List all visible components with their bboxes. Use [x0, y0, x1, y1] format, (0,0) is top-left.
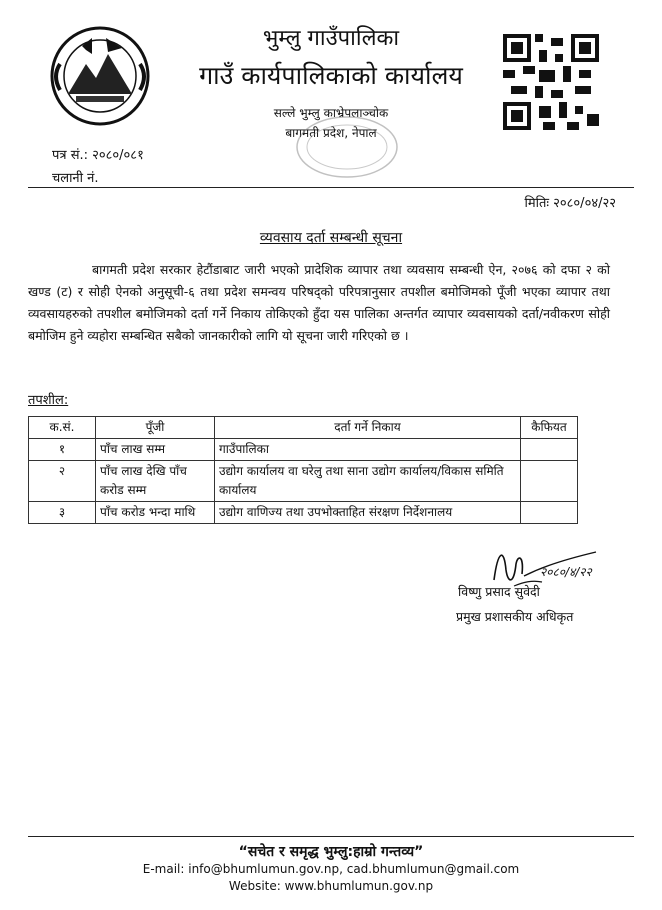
cell-capital: पाँच करोड भन्दा माथि — [96, 502, 215, 524]
signatory-title: प्रमुख प्रशासकीय अधिकृत — [456, 609, 574, 624]
cell-capital: पाँच लाख सम्म — [96, 439, 215, 461]
header-divider — [28, 187, 634, 188]
office-name: गाउँ कार्यपालिकाको कार्यालय — [199, 61, 463, 90]
footer-motto: “सचेत र समृद्ध भुम्लु:हाम्रो गन्तव्य” — [238, 844, 424, 860]
column-header-authority: दर्ता गर्ने निकाय — [215, 417, 521, 439]
table-row — [29, 439, 578, 461]
cell-remarks — [521, 439, 578, 461]
dispatch-number: चलानी नं. — [52, 171, 99, 186]
footer-divider — [28, 836, 634, 837]
reference-number: पत्र सं.: २०८०/०८१ — [52, 148, 144, 163]
cell-authority: गाउँपालिका — [215, 439, 521, 461]
letter-date: मितिः २०८०/०४/२२ — [524, 196, 616, 211]
cell-serial: १ — [29, 439, 96, 461]
address-line-1: सल्ले भुम्लु काभ्रेपलाञ्चोक — [273, 106, 389, 120]
cell-remarks — [521, 461, 578, 502]
address-line-2: बागमती प्रदेश, नेपाल — [285, 126, 377, 140]
column-header-serial: क.सं. — [29, 417, 96, 439]
capital-registration-table — [28, 416, 578, 524]
notice-body — [28, 259, 610, 347]
cell-serial: ३ — [29, 502, 96, 524]
cell-capital: पाँच लाख देखि पाँच करोड सम्म — [96, 461, 215, 502]
cell-authority: उद्योग कार्यालय वा घरेलु तथा साना उद्योग कार्यालय/विकास समिति कार्यालय — [215, 461, 521, 502]
column-header-capital: पूँजी — [96, 417, 215, 439]
municipality-name: भुम्लु गाउँपालिका — [262, 26, 400, 51]
notice-subject: व्यवसाय दर्ता सम्बन्धी सूचना — [259, 230, 403, 246]
signature-date: २०८०/४/२२ — [540, 565, 592, 579]
footer-email: E-mail: info@bhumlumun.gov.np, cad.bhumlumun@gmail.com — [142, 862, 520, 876]
cell-serial: २ — [29, 461, 96, 502]
details-label: तपशील: — [28, 393, 69, 408]
table-row — [29, 461, 578, 502]
cell-remarks — [521, 502, 578, 524]
body-paragraph: बागमती प्रदेश सरकार हेटौंडाबाट जारी भएको प्रादेशिक व्यापार तथा व्यवसाय सम्बन्धी ऐन, २०७६ को दफा २ को खण्ड (ट) र सोही ऐनको अनुसूची-६ तथा प्रदेश समन्वय परिषद्को परिपत्रानुसार तपशील बमोजिमको पूँजी भएका व्यापार तथा व्यवसायहरुको तपशील बमोजिमको दर्ता गर्ने निकाय तोकिएको हुँदा यस पालिका अन्तर्गत व्यापार व्यवसायको दर्ता/नवीकरण सोही बमोजिम हुने व्यहोरा सम्बन्धित सबैको जानकारीको लागि यो सूचना जारी गरिएको छ । — [28, 262, 610, 343]
column-header-remarks: कैफियत — [521, 417, 578, 439]
cell-authority: उद्योग वाणिज्य तथा उपभोक्ताहित संरक्षण निर्देशनालय — [215, 502, 521, 524]
table-header-row — [29, 417, 578, 439]
table-row — [29, 502, 578, 524]
footer-website: Website: www.bhumlumun.gov.np — [228, 879, 434, 893]
office-stamp-icon — [292, 112, 402, 182]
signatory-name: विष्णु प्रसाद सुवेदी — [458, 584, 540, 599]
